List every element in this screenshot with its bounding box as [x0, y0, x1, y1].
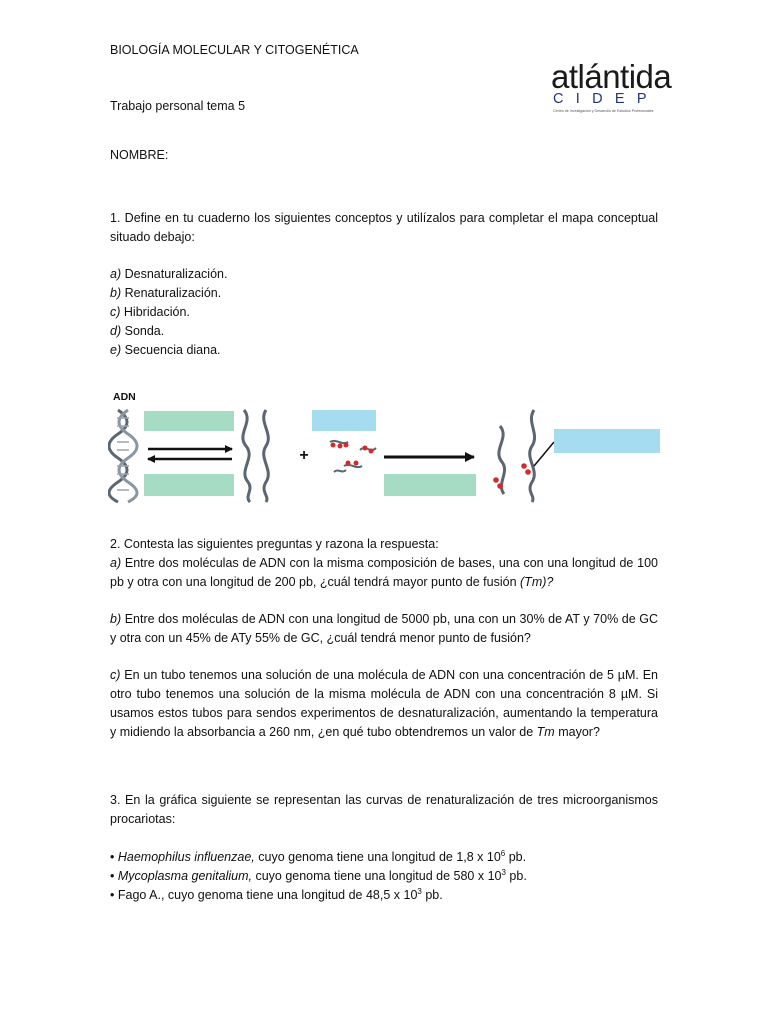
question-3: 3. En la gráfica siguiente se representan las curvas de renaturalización de tres microorganismos procariotas:: [110, 793, 658, 826]
course-title: BIOLOGÍA MOLECULAR Y CITOGENÉTICA: [110, 43, 359, 57]
single-strand-icon: [243, 410, 250, 502]
question-1: 1. Define en tu cuaderno los siguientes conceptos y utilízalos para completar el mapa conceptual situado debajo:: [110, 211, 658, 244]
probe-dot: [525, 469, 531, 475]
concept-item: a) Desnaturalización.: [110, 267, 228, 281]
hybridized-strand-icon: [530, 410, 535, 502]
single-strand-icon: [264, 410, 269, 502]
answer-box-right: [554, 429, 660, 453]
logo-cidep: CIDEP: [553, 91, 659, 107]
answer-box-bottom-middle: [384, 474, 476, 496]
assignment-title: Trabajo personal tema 5: [110, 99, 246, 113]
concept-map-diagram: [108, 382, 662, 512]
probe-dot: [521, 463, 527, 469]
dna-label: ADN: [113, 391, 136, 403]
logo-name: atlántida: [551, 58, 672, 95]
probe-dot: [497, 483, 503, 489]
concept-item: e) Secuencia diana.: [110, 343, 221, 357]
answer-box-top-left: [144, 411, 234, 431]
answer-box-bottom-left: [144, 474, 234, 496]
answer-box-top-middle: [312, 410, 376, 431]
double-helix-icon: [109, 410, 137, 502]
question-2a: a) Entre dos moléculas de ADN con la misma composición de bases, una con una longitud de 100 pb y otra con una longitud de 200 pb, ¿cuál tendrá mayor punto de fusión (Tm)?: [110, 556, 658, 589]
concept-item: c) Hibridación.: [110, 305, 190, 319]
organism-item: • Haemophilus influenzae, cuyo genoma tiene una longitud de 1,8 x $10^6$ pb.: [110, 849, 527, 864]
concept-item: d) Sonda.: [110, 324, 165, 338]
pointer-line: [534, 442, 554, 466]
organism-item: • Mycoplasma genitalium, cuyo genoma tiene una longitud de 580 x $10^3$ pb.: [110, 868, 527, 883]
name-label: NOMBRE:: [110, 148, 169, 162]
organism-list: [110, 848, 527, 905]
organism-item: • Fago A., cuyo genoma tiene una longitud de 48,5 x $10^3$ pb.: [110, 887, 443, 902]
logo-subtitle: Centro de Investigación y Desarrollo de Estudios Profesionales: [553, 109, 654, 113]
concept-item: b) Renaturalización.: [110, 286, 222, 300]
concept-list: [110, 265, 227, 360]
atlantida-cidep-logo: [551, 58, 672, 120]
question-2-intro: 2. Contesta las siguientes preguntas y razona la respuesta:: [110, 537, 439, 551]
plus-sign: +: [299, 447, 309, 464]
question-2b: b) Entre dos moléculas de ADN con una longitud de 5000 pb, una con un 30% de AT y 70% de GC y otra con un 45% de ATy 55% de GC, ¿cuál tendrá menor punto de fusión?: [110, 612, 659, 645]
probe-fragments-icon: [330, 441, 376, 472]
probe-dot: [493, 477, 499, 483]
question-2c: c) En un tubo tenemos una solución de una molécula de ADN con una concentración de 5 µM. En otro tubo tenemos una solución de la misma molécula de ADN con una concentración 8 µM. Si usamos estos tubos para sendos experimentos de desnaturalización, aumentando la temperatura y midiendo la absorbancia a 260 nm, ¿en qué tubo obtendremos un valor de Tm mayor?: [110, 668, 658, 739]
